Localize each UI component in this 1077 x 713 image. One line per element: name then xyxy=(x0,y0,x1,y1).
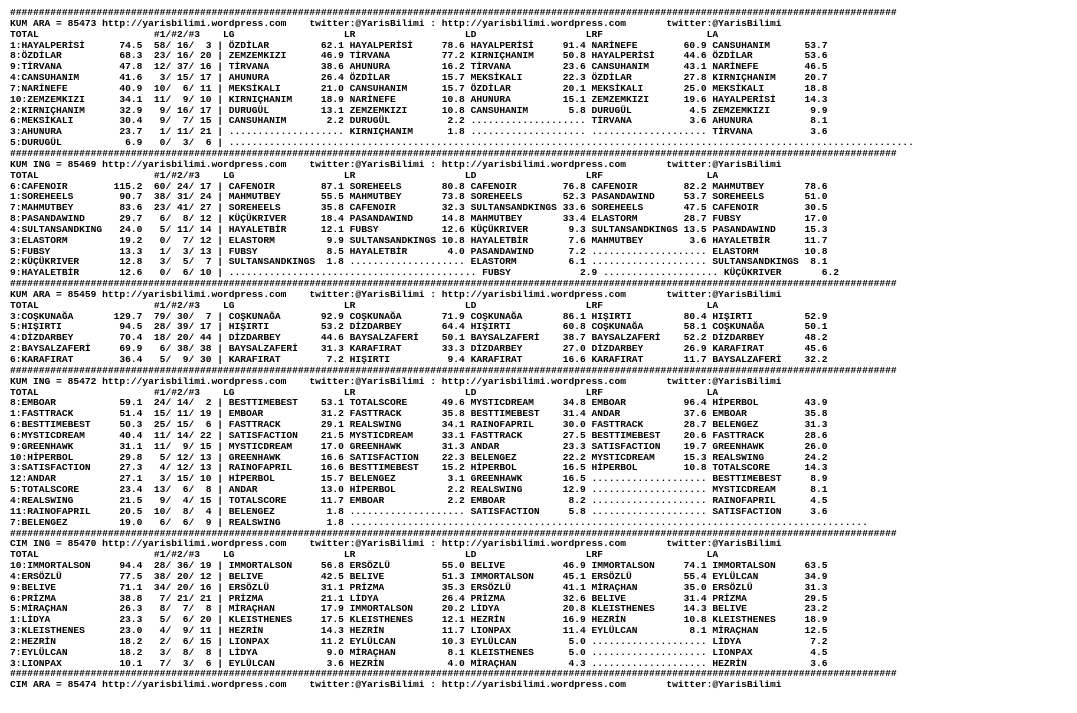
horse-row-line: 8:ÖZDİLAR 68.3 23/ 16/ 20 | ZEMZEMKIZI 46.9 TİRVANA 77.2 KIRNIÇHANIM 50.8 HAYALPERİSİ 44.6 ÖZDİLAR 53.6 xyxy=(10,50,828,62)
race-header-line: KUM ING = 85469 http://yarisbilimi.wordpress.com twitter:@YarisBilimi : http://yarisbilimi.wordpress.com twitter:@YarisBilimi xyxy=(10,158,782,170)
race-header-line: KUM ARA = 85459 http://yarisbilimi.wordpress.com twitter:@YarisBilimi : http://yarisbilimi.wordpress.com twitter:@YarisBilimi xyxy=(10,288,782,300)
horse-row-line: 9:GREENHAWK 31.1 11/ 9/ 15 | MYSTICDREAM 17.0 GREENHAWK 31.3 ANDAR 23.3 SATISFACTION 19.7 GREENHAWK 26.0 xyxy=(10,440,828,452)
horse-row-line: 3:COŞKUNAĞA 129.7 79/ 30/ 7 | COŞKUNAĞA 92.9 COŞKUNAĞA 71.9 COŞKUNAĞA 86.1 HIŞIRTI 80.4 HIŞIRTI 52.9 xyxy=(10,310,828,322)
horse-row-line: 3:AHUNURA 23.7 1/ 11/ 21 | .................... KIRNIÇHANIM 1.8 .................... .................... TİRVANA 3.6 xyxy=(10,126,828,138)
horse-row-line: 6:PRİZMA 38.8 7/ 21/ 21 | PRİZMA 21.1 LİDYA 26.4 PRİZMA 32.6 BELIVE 31.4 PRİZMA 29.5 xyxy=(10,592,828,604)
horse-row-line: 5:MİRAÇHAN 26.3 8/ 7/ 8 | MİRAÇHAN 17.9 IMMORTALSON 20.2 LİDYA 20.8 KLEISTHENES 14.3 BELIVE 23.2 xyxy=(10,603,828,615)
horse-row-line: 1:LİDYA 23.3 5/ 6/ 20 | KLEISTHENES 17.5 KLEISTHENES 12.1 HEZRİN 16.9 HEZRİN 10.8 KLEISTHENES 18.9 xyxy=(10,614,828,626)
horse-row-line: 8:PASANDAWIND 29.7 6/ 8/ 12 | KÜÇÜKRIVER 18.4 PASANDAWIND 14.8 MAHMUTBEY 33.4 ELASTORM 28.7 FUBSY 17.0 xyxy=(10,213,828,225)
race-header-line: CIM ARA = 85474 http://yarisbilimi.wordpress.com twitter:@YarisBilimi : http://yarisbilimi.wordpress.com twitter:@YarisBilimi xyxy=(10,679,782,691)
horse-row-line: 3:SATISFACTION 27.3 4/ 12/ 13 | RAINOFAPRIL 16.6 BESTTIMEBEST 15.2 HİPERBOL 16.5 HİPERBOL 10.8 TOTALSCORE 14.3 xyxy=(10,462,828,474)
horse-row-line: 9:BELIVE 71.1 34/ 20/ 16 | ERSÖZLÜ 31.1 PRİZMA 35.3 ERSÖZLÜ 41.1 MİRAÇHAN 35.0 ERSÖZLÜ 31.3 xyxy=(10,581,828,593)
column-header-line: TOTAL #1/#2/#3 LG LR LD LRF LA xyxy=(10,169,719,181)
horse-row-line: 6:CAFENOIR 115.2 60/ 24/ 17 | CAFENOIR 87.1 SOREHEELS 80.8 CAFENOIR 76.8 CAFENOIR 82.2 MAHMUTBEY 78.6 xyxy=(10,180,828,192)
horse-row-line: 11:RAINOFAPRIL 20.5 10/ 8/ 4 | BELENGEZ 1.8 .................... SATISFACTION 5.8 .................... SATISFACTION 3.6 xyxy=(10,505,828,517)
separator-line: ########################################################################################################################################################## xyxy=(10,364,897,376)
horse-row-line: 4:SULTANSANDKING 24.0 5/ 11/ 14 | HAYALETBİR 12.1 FUBSY 12.6 KÜÇÜKRIVER 9.3 SULTANSANDKINGS 13.5 PASANDAWIND 15.3 xyxy=(10,223,828,235)
horse-row-line: 7:BELENGEZ 19.0 6/ 6/ 9 | REALSWING 1.8 .......................................................................................... xyxy=(10,516,868,528)
column-header-line: TOTAL #1/#2/#3 LG LR LD LRF LA xyxy=(10,549,719,561)
race-header-line: KUM ING = 85472 http://yarisbilimi.wordpress.com twitter:@YarisBilimi : http://yarisbilimi.wordpress.com twitter:@YarisBilimi xyxy=(10,375,782,387)
horse-row-line: 6:KARAFIRAT 36.4 5/ 9/ 30 | KARAFIRAT 7.2 HIŞIRTI 9.4 KARAFIRAT 16.6 KARAFIRAT 11.7 BAYSALZAFERİ 32.2 xyxy=(10,354,828,365)
horse-row-line: 8:EMBOAR 59.1 24/ 14/ 2 | BESTTIMEBEST 53.1 TOTALSCORE 49.6 MYSTICDREAM 34.8 EMBOAR 96.4 HİPERBOL 43.9 xyxy=(10,397,828,409)
horse-row-line: 2:HEZRİN 18.2 2/ 6/ 15 | LIONPAX 11.2 EYLÜLCAN 10.3 EYLÜLCAN 5.0 .................... LİDYA 7.2 xyxy=(10,635,828,647)
separator-line: ########################################################################################################################################################## xyxy=(10,147,897,159)
horse-row-line: 12:ANDAR 27.1 3/ 15/ 10 | HİPERBOL 15.7 BELENGEZ 3.1 GREENHAWK 16.5 .................... BESTTIMEBEST 8.9 xyxy=(10,473,828,485)
horse-row-line: 10:IMMORTALSON 94.4 28/ 36/ 19 | IMMORTALSON 56.8 ERSÖZLÜ 55.0 BELIVE 46.9 IMMORTALSON 74.1 IMMORTALSON 63.5 xyxy=(10,560,828,572)
horse-row-line: 2:BAYSALZAFERİ 69.9 6/ 38/ 38 | BAYSALZAFERİ 31.3 KARAFIRAT 33.3 DİZDARBEY 27.0 DİZDARBEY 26.9 KARAFIRAT 45.6 xyxy=(10,343,828,355)
horse-row-line: 3:LIONPAX 10.1 7/ 3/ 6 | EYLÜLCAN 3.6 HEZRİN 4.0 MİRAÇHAN 4.3 .................... HEZRİN 3.6 xyxy=(10,657,828,669)
horse-row-line: 7:MAHMUTBEY 83.6 23/ 41/ 27 | SOREHEELS 35.8 CAFENOIR 32.3 SULTANSANDKINGS 33.6 SOREHEELS 47.5 CAFENOIR 30.5 xyxy=(10,202,828,214)
horse-row-line: 6:MYSTICDREAM 40.4 11/ 14/ 22 | SATISFACTION 21.5 MYSTICDREAM 33.1 FASTTRACK 27.5 BESTTIMEBEST 20.6 FASTTRACK 28.6 xyxy=(10,429,828,441)
horse-row-line: 9:HAYALETBİR 12.6 0/ 6/ 10 | ........................................... FUBSY 2.9 .................... KÜÇÜKRIVER 6.2 xyxy=(10,267,840,279)
horse-row-line: 7:EYLÜLCAN 18.2 3/ 8/ 8 | LİDYA 9.0 MİRAÇHAN 8.1 KLEISTHENES 5.0 .................... LIONPAX 4.5 xyxy=(10,646,828,658)
horse-row-line: 3:ELASTORM 19.2 0/ 7/ 12 | ELASTORM 9.9 SULTANSANDKINGS 10.8 HAYALETBİR 7.6 MAHMUTBEY 3.6 HAYALETBİR 11.7 xyxy=(10,234,828,246)
separator-line: ########################################################################################################################################################## xyxy=(10,278,897,290)
horse-row-line: 4:REALSWING 21.5 9/ 4/ 15 | TOTALSCORE 11.7 EMBOAR 2.2 EMBOAR 8.2 .................... RAINOFAPRIL 4.5 xyxy=(10,494,828,506)
horse-row-line: 10:ZEMZEMKIZI 34.1 11/ 9/ 10 | KIRNIÇHANIM 18.9 NARİNEFE 10.8 AHUNURA 15.1 ZEMZEMKIZI 19.6 HAYALPERİSİ 14.3 xyxy=(10,93,828,105)
horse-row-line: 3:KLEISTHENES 23.0 4/ 9/ 11 | HEZRİN 14.3 HEZRİN 11.7 LIONPAX 11.4 EYLÜLCAN 8.1 MİRAÇHAN 12.5 xyxy=(10,625,828,637)
horse-row-line: 9:TİRVANA 47.8 12/ 37/ 16 | TİRVANA 38.6 AHUNURA 16.2 TİRVANA 23.6 CANSUHANIM 43.1 NARİNEFE 46.5 xyxy=(10,61,828,73)
horse-row-line: 4:ERSÖZLÜ 77.5 38/ 20/ 12 | BELIVE 42.5 BELIVE 51.3 IMMORTALSON 45.1 ERSÖZLÜ 55.4 EYLÜLCAN 34.9 xyxy=(10,570,828,582)
horse-row-line: 1:SOREHEELS 90.7 38/ 31/ 24 | MAHMUTBEY 55.5 MAHMUTBEY 73.8 SOREHEELS 52.3 PASANDAWIND 53.7 SOREHEELS 51.0 xyxy=(10,191,828,203)
column-header-line: TOTAL #1/#2/#3 LG LR LD LRF LA xyxy=(10,386,719,398)
horse-row-line: 5:DURUGÜL 6.9 0/ 3/ 6 | ....................................................................................................................... xyxy=(10,137,914,149)
horse-row-line: 10:HİPERBOL 29.8 5/ 12/ 13 | GREENHAWK 16.6 SATISFACTION 22.3 BELENGEZ 22.2 MYSTICDREAM 15.3 REALSWING 24.2 xyxy=(10,451,828,463)
separator-line: ########################################################################################################################################################## xyxy=(10,527,897,539)
horse-row-line: 6:MEKSİKALI 30.4 9/ 7/ 15 | CANSUHANIM 2.2 DURUGÜL 2.2 .................... TİRVANA 3.6 AHUNURA 8.1 xyxy=(10,115,828,127)
horse-row-line: 7:NARİNEFE 40.9 10/ 6/ 11 | MEKSİKALI 21.0 CANSUHANIM 15.7 ÖZDİLAR 20.1 MEKSİKALI 25.0 MEKSİKALI 18.8 xyxy=(10,82,828,94)
separator-line: ########################################################################################################################################################## xyxy=(10,668,897,680)
horse-row-line: 1:FASTTRACK 51.4 15/ 11/ 19 | EMBOAR 31.2 FASTTRACK 35.8 BESTTIMEBEST 31.4 ANDAR 37.6 EMBOAR 35.8 xyxy=(10,408,828,420)
horse-row-line: 2:KÜÇÜKRIVER 12.8 3/ 5/ 7 | SULTANSANDKINGS 1.8 .................... ELASTORM 6.1 .................... SULTANSANDKINGS 8.1 xyxy=(10,256,828,268)
race-header-line: KUM ARA = 85473 http://yarisbilimi.wordpress.com twitter:@YarisBilimi : http://yarisbilimi.wordpress.com twitter:@YarisBilimi xyxy=(10,17,782,29)
horse-row-line: 2:KIRNIÇHANIM 32.9 9/ 16/ 17 | DURUGÜL 13.1 ZEMZEMKIZI 10.8 CANSUHANIM 5.8 DURUGÜL 4.5 ZEMZEMKIZI 9.9 xyxy=(10,104,828,116)
horse-row-line: 6:BESTTIMEBEST 50.3 25/ 15/ 6 | FASTTRACK 29.1 REALSWING 34.1 RAINOFAPRIL 30.0 FASTTRACK 28.7 BELENGEZ 31.3 xyxy=(10,419,828,431)
horse-row-line: 5:TOTALSCORE 23.4 13/ 6/ 8 | ANDAR 13.0 HİPERBOL 2.2 REALSWING 12.9 .................... MYSTICDREAM 8.1 xyxy=(10,484,828,496)
column-header-line: TOTAL #1/#2/#3 LG LR LD LRF LA xyxy=(10,299,719,311)
race-header-line: CIM ING = 85470 http://yarisbilimi.wordpress.com twitter:@YarisBilimi : http://yarisbilimi.wordpress.com twitter:@YarisBilimi xyxy=(10,538,782,550)
horse-row-line: 1:HAYALPERİSİ 74.5 58/ 16/ 3 | ÖZDİLAR 62.1 HAYALPERİSİ 78.6 HAYALPERİSİ 91.4 NARİNEFE 60.9 CANSUHANIM 53.7 xyxy=(10,39,828,51)
horse-row-line: 5:FUBSY 13.3 1/ 3/ 13 | FUBSY 8.5 HAYALETBİR 4.0 PASANDAWIND 7.2 .................... ELASTORM 10.8 xyxy=(10,245,828,257)
horse-row-line: 4:CANSUHANIM 41.6 3/ 15/ 17 | AHUNURA 26.4 ÖZDİLAR 15.7 MEKSİKALI 22.3 ÖZDİLAR 27.8 KIRNIÇHANIM 20.7 xyxy=(10,72,828,84)
column-header-line: TOTAL #1/#2/#3 LG LR LD LRF LA xyxy=(10,28,719,40)
separator-line: ########################################################################################################################################################## xyxy=(10,7,897,18)
horse-row-line: 5:HIŞIRTI 94.5 28/ 39/ 17 | HIŞIRTI 53.2 DİZDARBEY 64.4 HIŞIRTI 60.8 COŞKUNAĞA 58.1 COŞKUNAĞA 50.1 xyxy=(10,321,828,333)
horse-row-line: 4:DİZDARBEY 70.4 18/ 20/ 44 | DİZDARBEY 44.6 BAYSALZAFERİ 50.1 BAYSALZAFERİ 38.7 BAYSALZAFERİ 52.2 DİZDARBEY 48.2 xyxy=(10,332,828,344)
